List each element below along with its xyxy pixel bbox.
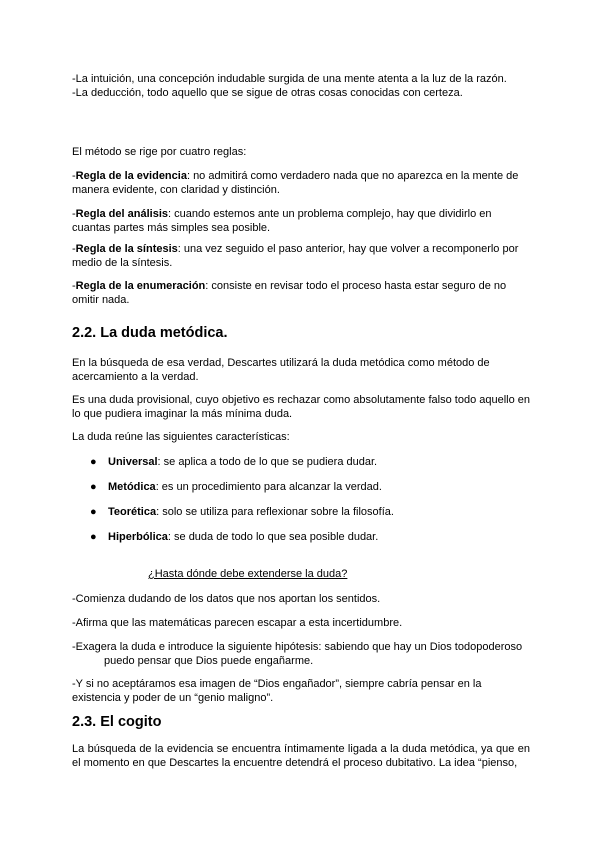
rule-evidencia: -Regla de la evidencia: no admitirá como verdadero nada que no aparezca en la mente de manera evidente, con claridad y distinción. [72, 170, 519, 196]
rule-sintesis: -Regla de la síntesis: una vez seguido el paso anterior, hay que volver a recomponerlo por medio de la síntesis. [72, 243, 519, 269]
bullet-icon: ● [90, 531, 97, 543]
section-title-duda-metodica: 2.2. La duda metódica. [72, 325, 228, 341]
cogito-paragraph-1: La búsqueda de la evidencia se encuentra íntimamente ligada a la duda metódica, ya que en el momento en que Descartes la encuentre detendrá el proceso dubitativo. La idea “pienso, [72, 743, 530, 769]
duda-step-3: -Exagera la duda e introduce la siguiente hipótesis: sabiendo que hay un Dios todopoderoso puedo pensar que Dios puede engañarme. [72, 641, 523, 667]
duda-paragraph-1: En la búsqueda de esa verdad, Descartes utilizará la duda metódica como método de acercamiento a la verdad. [72, 357, 490, 383]
question-heading: ¿Hasta dónde debe extenderse la duda? [148, 568, 348, 580]
bullet-icon: ● [90, 456, 97, 468]
duda-paragraph-3: La duda reúne las siguientes características: [72, 431, 290, 443]
intro-deduccion: -La deducción, todo aquello que se sigue de otras cosas conocidas con certeza. [72, 87, 463, 99]
rules-intro: El método se rige por cuatro reglas: [72, 146, 247, 158]
intro-intuicion: -La intuición, una concepción indudable surgida de una mente atenta a la luz de la razón. [72, 73, 507, 85]
rule-term: Regla de la enumeración [75, 280, 206, 292]
document-page: -La intuición, una concepción indudable surgida de una mente atenta a la luz de la razón. -La deducción, todo aquello que se sigue de otras cosas conocidas con certeza. El método se rige por cuatro reglas: -Regla de la evidencia: no admitirá como verdadero nada que no aparezca en la mente de manera evidente, con claridad y distinción. -Regla del análisis: cuando estemos ante un problema complejo, hay que dividirlo en cuantas partes más simples sea posible. -Regla de la síntesis: una vez seguido el paso anterior, hay que volver a recomponerlo por medio de la síntesis. -Regla de la enumeración: consiste en revisar todo el proceso hasta estar seguro de no omitir nada. 2.2. La duda metódica. En la búsqueda de esa verdad, Descartes utilizará la duda metódica como método de acercamiento a la verdad. Es una duda provisional, cuyo objetivo es rechazar como absolutamente falso todo aquello en lo que pudiera imaginar la más mínima duda. La duda reúne las siguientes características: ● Universal: se aplica a todo de lo que se pudiera dudar. ● Metódica: es un procedimiento para alcanzar la verdad. ● Teorética: solo se utiliza para reflexionar sobre la filosofía. ● Hiperbólica: se duda de todo lo que sea posible dudar. ¿Hasta dónde debe extenderse la duda? -Comienza dudando de los datos que nos aportan los sentidos. -Afirma que las matemáticas parecen escapar a esta incertidumbre. -Exagera la duda e introduce la siguiente hipótesis: sabiendo que hay un Dios todopoderoso puedo pensar que Dios puede engañarme. -Y si no aceptáramos esa imagen de “Dios engañador”, siempre cabría pensar en la existencia y poder de un “genio maligno”. 2.3. El cogito La búsqueda de la evidencia se encuentra íntimamente ligada a la duda metódica, ya que en el momento en que Descartes la encuentre detendrá el proceso dubitativo. La idea “pienso, [72, 73, 531, 769]
rule-enumeracion: -Regla de la enumeración: consiste en revisar todo el proceso hasta estar seguro de no omitir nada. [72, 280, 507, 306]
rule-term: Regla de la síntesis [75, 243, 178, 255]
bullet-icon: ● [90, 506, 97, 518]
duda-step-4: -Y si no aceptáramos esa imagen de “Dios engañador”, siempre cabría pensar en la existencia y poder de un “genio maligno”. [72, 678, 482, 704]
duda-step-2: -Afirma que las matemáticas parecen escapar a esta incertidumbre. [72, 617, 403, 629]
rule-analisis: -Regla del análisis: cuando estemos ante un problema complejo, hay que dividirlo en cuantas partes más simples sea posible. [72, 208, 492, 234]
duda-paragraph-2: Es una duda provisional, cuyo objetivo es rechazar como absolutamente falso todo aquello en lo que pudiera imaginar la más mínima duda. [72, 394, 531, 420]
rule-term: Regla de la evidencia [75, 170, 187, 182]
rule-term: Regla del análisis [75, 208, 168, 220]
duda-step-1: -Comienza dudando de los datos que nos aportan los sentidos. [72, 593, 381, 605]
bullet-icon: ● [90, 481, 97, 493]
section-title-cogito: 2.3. El cogito [72, 714, 162, 730]
